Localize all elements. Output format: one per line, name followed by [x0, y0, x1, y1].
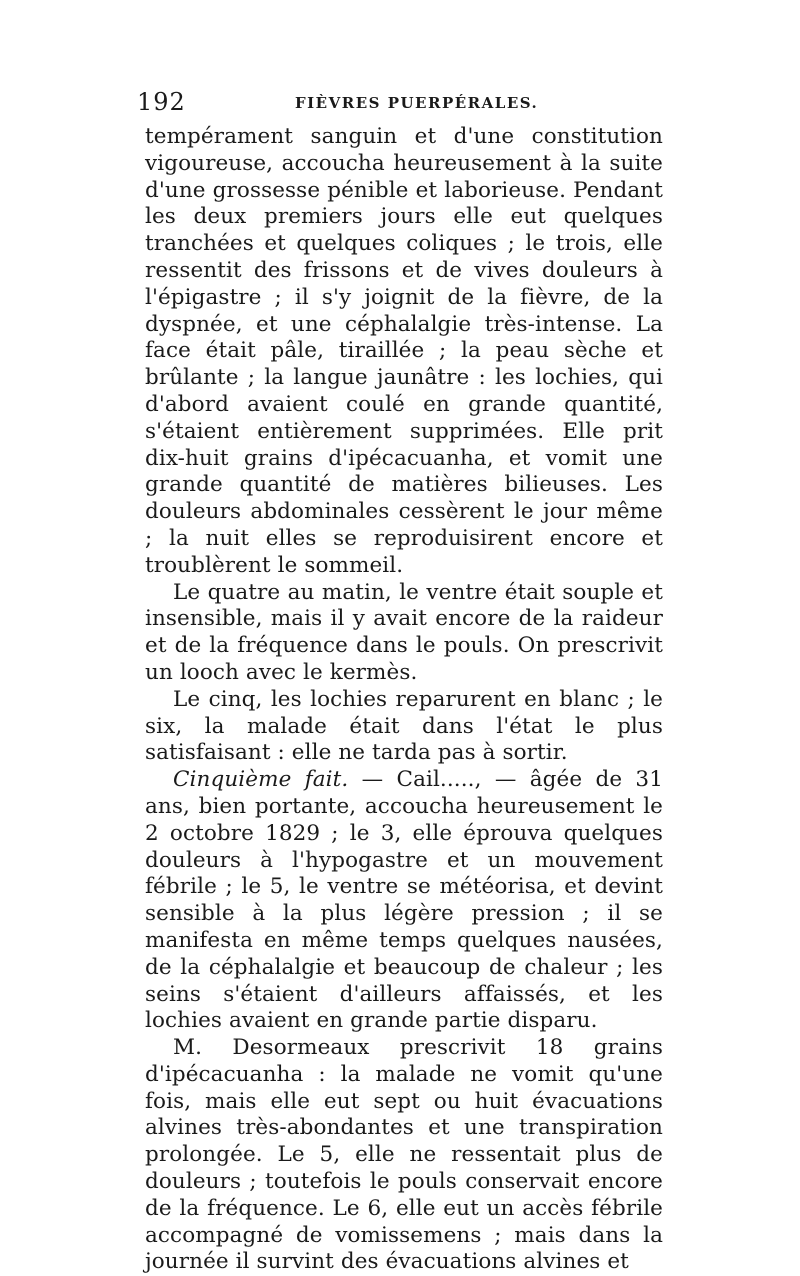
paragraph: [145, 580, 663, 687]
running-title: FIÈVRES PUERPÉRALES.: [295, 94, 539, 112]
paragraph-text: — Cail....., — âgée de 31 ans, bien portante, accoucha heureusement le 2 octobre 1829 ; le 3, elle éprouva quelques douleurs à l'hypogastre et un mouvement fébrile ; le 5, le ventre se météorisa, et devint sensible à la plus légère pression ; il se manifesta en même temps quelques nausées, de la céphalalgie et beaucoup de chaleur ; les seins s'étaient d'ailleurs affaissés, et les lochies avaient en grande partie disparu.: [145, 767, 663, 1034]
paragraph: [145, 1035, 663, 1276]
paragraph-text: Le quatre au matin, le ventre était souple et insensible, mais il y avait encore de la raideur et de la fréquence dans le pouls. On prescrivit un looch avec le kermès.: [145, 579, 663, 685]
paragraph: [145, 687, 663, 767]
book-page: [137, 88, 663, 1276]
running-head: [137, 88, 663, 124]
page-number: 192: [137, 88, 186, 116]
paragraph-text: tempérament sanguin et d'une constitution vigoureuse, accoucha heureusement à la suite d'une grossesse pénible et laborieuse. Pendant les deux premiers jours elle eut quelques tranchées et quelques coliques ; le trois, elle ressentit des frissons et de vives douleurs à l'épigastre ; il s'y joignit de la fièvre, de la dyspnée, et une céphalalgie très-intense. La face était pâle, tiraillée ; la peau sèche et brûlante ; la langue jaunâtre : les lochies, qui d'abord avaient coulé en grande quantité, s'étaient entièrement supprimées. Elle prit dix-huit grains d'ipécacuanha, et vomit une grande quantité de matières bilieuses. Les douleurs abdominales cessèrent le jour même ; la nuit elles se reproduisirent encore et troublèrent le sommeil.: [145, 124, 663, 578]
body-text: [145, 124, 663, 1276]
paragraph-case-five: [145, 767, 663, 1035]
paragraph-text: M. Desormeaux prescrivit 18 grains d'ipécacuanha : la malade ne vomit qu'une fois, mais elle eut sept ou huit évacuations alvines très-abondantes et une transpiration prolongée. Le 5, elle ne ressentait plus de douleurs ; toutefois le pouls conservait encore de la fréquence. Le 6, elle eut un accès fébrile accompagné de vomissemens ; mais dans la journée il survint des évacuations alvines et: [145, 1035, 663, 1275]
case-heading: Cinquième fait.: [173, 767, 349, 793]
paragraph-text: Le cinq, les lochies reparurent en blanc ; le six, la malade était dans l'état le plus satisfaisant : elle ne tarda pas à sortir.: [145, 686, 663, 766]
paragraph-continued: [145, 124, 663, 580]
